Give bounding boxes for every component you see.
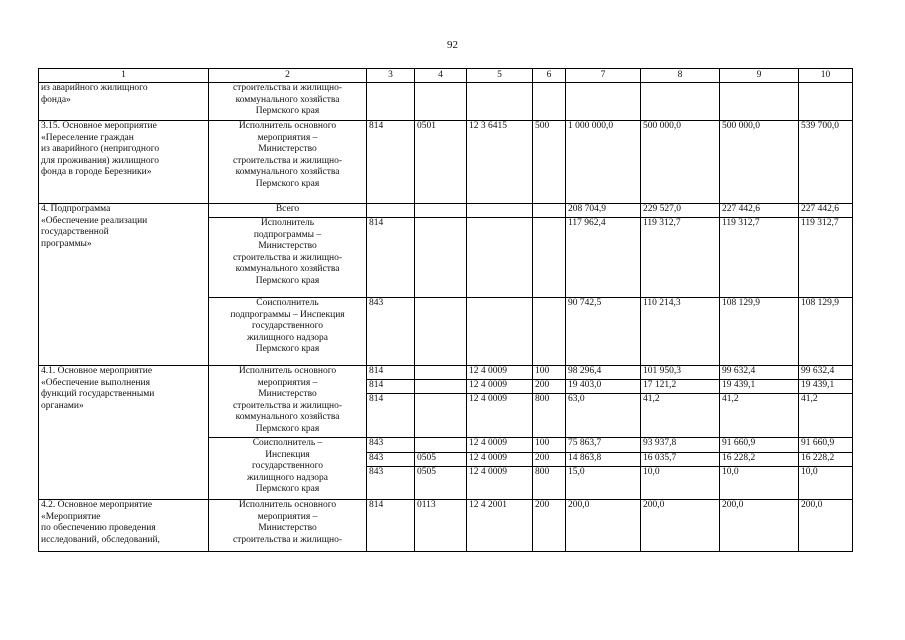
amount-cell: 117 962,4 [566, 218, 641, 298]
kbk-section-cell [415, 380, 467, 394]
kbk-ministry-cell: 814 [367, 394, 415, 438]
column-header: 3 [367, 69, 415, 83]
kbk-expense-type-cell: 200 [533, 380, 566, 394]
kbk-target-cell: 12 4 0009 [467, 394, 533, 438]
kbk-target-cell: 12 4 0009 [467, 380, 533, 394]
amount-cell: 200,0 [799, 500, 853, 552]
activity-name-cell: из аварийного жилищного фонда» [39, 83, 209, 121]
column-header: 4 [415, 69, 467, 83]
executor-cell: строительства и жилищно- коммунального хозяйства Пермского края [209, 83, 367, 121]
amount-cell: 75 863,7 [566, 438, 641, 453]
kbk-expense-type-cell: 800 [533, 467, 566, 500]
column-header: 6 [533, 69, 566, 83]
amount-cell: 16 228,2 [720, 453, 799, 467]
table-header-row [39, 69, 853, 83]
kbk-expense-type-cell: 200 [533, 453, 566, 467]
kbk-expense-type-cell: 500 [533, 121, 566, 204]
amount-cell: 91 660,9 [720, 438, 799, 453]
activity-name-cell: 4. Подпрограмма «Обеспечение реализации государственной программы» [39, 204, 209, 366]
amount-cell: 108 129,9 [720, 298, 799, 366]
column-header: 1 [39, 69, 209, 83]
column-header: 9 [720, 69, 799, 83]
kbk-target-cell [467, 218, 533, 298]
kbk-ministry-cell: 843 [367, 298, 415, 366]
kbk-expense-type-cell [533, 83, 566, 121]
amount-cell [720, 83, 799, 121]
amount-cell: 200,0 [566, 500, 641, 552]
kbk-target-cell: 12 4 0009 [467, 438, 533, 453]
amount-cell: 90 742,5 [566, 298, 641, 366]
amount-cell: 19 439,1 [799, 380, 853, 394]
kbk-target-cell: 12 4 0009 [467, 366, 533, 380]
kbk-ministry-cell: 843 [367, 438, 415, 453]
page-number: 92 [447, 39, 458, 51]
kbk-expense-type-cell: 100 [533, 366, 566, 380]
kbk-section-cell: 0505 [415, 453, 467, 467]
amount-cell: 41,2 [720, 394, 799, 438]
amount-cell: 10,0 [720, 467, 799, 500]
kbk-ministry-cell [367, 83, 415, 121]
amount-cell: 119 312,7 [641, 218, 720, 298]
amount-cell: 200,0 [720, 500, 799, 552]
kbk-expense-type-cell: 200 [533, 500, 566, 552]
kbk-ministry-cell: 814 [367, 366, 415, 380]
kbk-section-cell [415, 438, 467, 453]
kbk-section-cell [415, 204, 467, 218]
amount-cell: 101 950,3 [641, 366, 720, 380]
executor-cell: Соисполнитель подпрограммы – Инспекция государственного жилищного надзора Пермского края [209, 298, 367, 366]
executor-cell: Исполнитель подпрограммы – Министерство строительства и жилищно- коммунального хозяйства Пермского края [209, 218, 367, 298]
column-header: 8 [641, 69, 720, 83]
kbk-section-cell [415, 218, 467, 298]
amount-cell: 119 312,7 [720, 218, 799, 298]
kbk-ministry-cell: 843 [367, 467, 415, 500]
amount-cell: 10,0 [641, 467, 720, 500]
amount-cell: 19 403,0 [566, 380, 641, 394]
amount-cell: 16 228,2 [799, 453, 853, 467]
column-header: 7 [566, 69, 641, 83]
table-row [39, 500, 853, 552]
kbk-ministry-cell: 814 [367, 380, 415, 394]
activity-name-cell: 4.2. Основное мероприятие «Мероприятие по обеспечению проведения исследований, обследований, [39, 500, 209, 552]
executor-cell: Исполнитель основного мероприятия – Министерство строительства и жилищно- коммунального хозяйства Пермского края [209, 121, 367, 204]
amount-cell: 17 121,2 [641, 380, 720, 394]
kbk-section-cell [415, 298, 467, 366]
kbk-section-cell [415, 366, 467, 380]
kbk-section-cell: 0113 [415, 500, 467, 552]
kbk-expense-type-cell [533, 204, 566, 218]
executor-cell: Исполнитель основного мероприятия – Министерство строительства и жилищно- коммунального хозяйства Пермского края [209, 366, 367, 438]
amount-cell: 98 296,4 [566, 366, 641, 380]
kbk-ministry-cell: 843 [367, 453, 415, 467]
amount-cell: 1 000 000,0 [566, 121, 641, 204]
amount-cell: 119 312,7 [799, 218, 853, 298]
amount-cell: 229 527,0 [641, 204, 720, 218]
amount-cell: 227 442,6 [799, 204, 853, 218]
table-row [39, 204, 853, 218]
amount-cell: 108 129,9 [799, 298, 853, 366]
amount-cell: 10,0 [799, 467, 853, 500]
kbk-section-cell: 0505 [415, 467, 467, 500]
kbk-expense-type-cell [533, 298, 566, 366]
table-row [39, 83, 853, 121]
activity-name-cell: 4.1. Основное мероприятие «Обеспечение выполнения функций государственными органами» [39, 366, 209, 500]
amount-cell: 500 000,0 [720, 121, 799, 204]
amount-cell: 41,2 [641, 394, 720, 438]
executor-cell: Соисполнитель – Инспекция государственного жилищного надзора Пермского края [209, 438, 367, 500]
kbk-section-cell [415, 394, 467, 438]
amount-cell: 91 660,9 [799, 438, 853, 453]
executor-cell: Всего [209, 204, 367, 218]
kbk-target-cell: 12 4 0009 [467, 453, 533, 467]
kbk-target-cell [467, 298, 533, 366]
amount-cell: 14 863,8 [566, 453, 641, 467]
amount-cell: 63,0 [566, 394, 641, 438]
kbk-ministry-cell [367, 204, 415, 218]
kbk-target-cell: 12 4 0009 [467, 467, 533, 500]
amount-cell [799, 83, 853, 121]
amount-cell: 93 937,8 [641, 438, 720, 453]
kbk-target-cell [467, 83, 533, 121]
table-row [39, 366, 853, 380]
kbk-target-cell: 12 4 2001 [467, 500, 533, 552]
amount-cell: 19 439,1 [720, 380, 799, 394]
amount-cell: 99 632,4 [720, 366, 799, 380]
kbk-expense-type-cell [533, 218, 566, 298]
amount-cell [641, 83, 720, 121]
kbk-ministry-cell: 814 [367, 121, 415, 204]
kbk-section-cell: 0501 [415, 121, 467, 204]
budget-table [38, 68, 853, 552]
amount-cell: 208 704,9 [566, 204, 641, 218]
column-header: 2 [209, 69, 367, 83]
kbk-target-cell [467, 204, 533, 218]
amount-cell: 41,2 [799, 394, 853, 438]
amount-cell: 110 214,3 [641, 298, 720, 366]
amount-cell: 99 632,4 [799, 366, 853, 380]
executor-cell: Исполнитель основного мероприятия – Министерство строительства и жилищно- [209, 500, 367, 552]
amount-cell: 539 700,0 [799, 121, 853, 204]
kbk-expense-type-cell: 100 [533, 438, 566, 453]
amount-cell: 16 035,7 [641, 453, 720, 467]
column-header: 5 [467, 69, 533, 83]
kbk-expense-type-cell: 800 [533, 394, 566, 438]
table-row [39, 121, 853, 204]
column-header: 10 [799, 69, 853, 83]
kbk-ministry-cell: 814 [367, 500, 415, 552]
amount-cell: 15,0 [566, 467, 641, 500]
activity-name-cell: 3.15. Основное мероприятие «Переселение граждан из аварийного (непригодного для проживания) жилищного фонда в городе Березники» [39, 121, 209, 204]
kbk-target-cell: 12 3 6415 [467, 121, 533, 204]
amount-cell: 500 000,0 [641, 121, 720, 204]
amount-cell [566, 83, 641, 121]
amount-cell: 227 442,6 [720, 204, 799, 218]
amount-cell: 200,0 [641, 500, 720, 552]
kbk-section-cell [415, 83, 467, 121]
kbk-ministry-cell: 814 [367, 218, 415, 298]
